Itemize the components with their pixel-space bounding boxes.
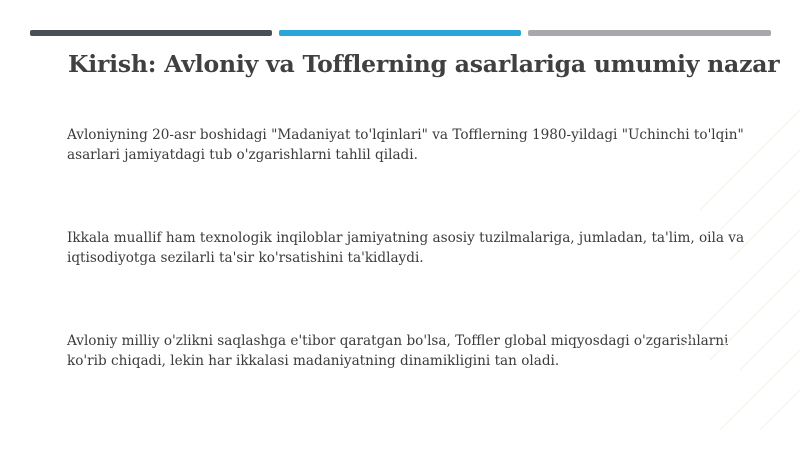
paragraph-3: Avloniy milliy o'zlikni saqlashga e'tibor qaratgan bo'lsa, Toffler global miqyosdagi o'zgarishlarni ko'rib chiqadi, lekin har ikkalasi madaniyatning dinamikligini tan oladi. bbox=[67, 333, 729, 369]
header-bar-gray bbox=[528, 30, 771, 36]
header-bar-blue bbox=[279, 30, 521, 36]
header-bar-dark bbox=[30, 30, 272, 36]
paragraph-1: Avloniyning 20-asr boshidagi "Madaniyat to'lqinlari" va Tofflerning 1980-yildagi "Uchinchi to'lqin" asarlari jamiyatdagi tub o'zgarishlarni tahlil qiladi. bbox=[67, 127, 744, 163]
slide-title: Kirish: Avloniy va Tofflerning asarlariga umumiy nazar bbox=[68, 50, 780, 78]
paragraph-2: Ikkala muallif ham texnologik inqiloblar jamiyatning asosiy tuzilmalariga, jumladan, ta'lim, oila va iqtisodiyotga sezilarli ta'sir ko'rsatishini ta'kidlaydi. bbox=[67, 230, 745, 266]
